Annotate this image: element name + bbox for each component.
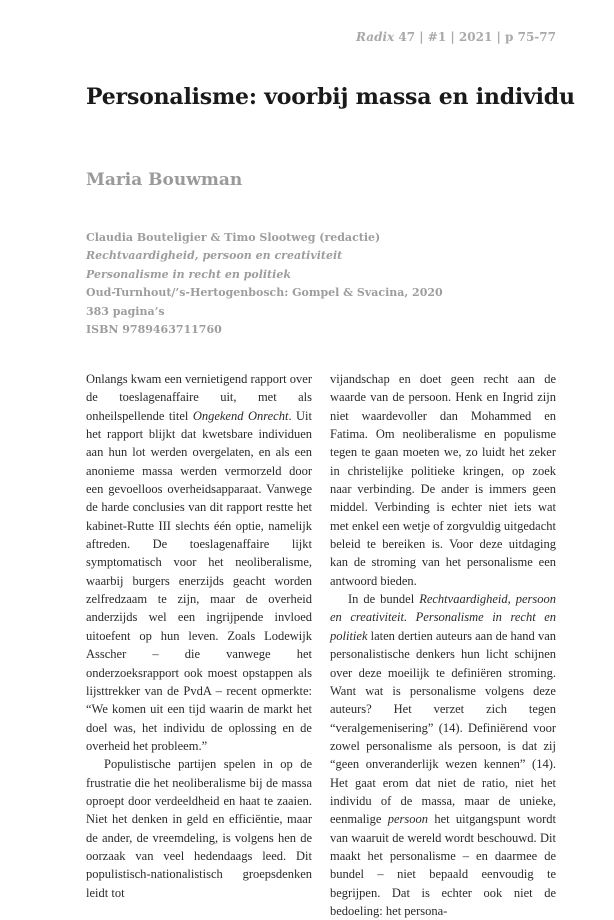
- issue-details: 47 | #1 | 2021 | p 75-77: [398, 30, 556, 44]
- text-run: laten dertien auteurs aan de hand van personalistische denkers hun licht schijnen over deze moeilijk te definiëren stroming. Want wat is personalisme volgens deze auteurs? Het verzet zich tegen “veralgemenisering” (14). Definiërend voor zowel personalisme als persoon, is dat zij “geen onveranderlijk wezen kennen” (14). Het gaat erom dat niet de ratio, niet het individu of de massa, maar de unieke, eenmalige: [330, 628, 556, 827]
- body-column-right: [330, 370, 556, 920]
- book-reference: [86, 229, 556, 339]
- paragraph: Populistische partijen spelen in op de frustratie die het neoliberalisme bij de massa oproept door verdeeldheid en haat te zaaien. Niet het denken in geld en efficiëntie, maar de ander, de vreemdeling, is volgens hen de oorzaak van veel hedendaags leed. Dit populistisch-nationalistisch groepsdenken leidt tot: [86, 757, 312, 900]
- journal-name: Radix: [356, 30, 395, 44]
- paragraph: vijandschap en doet geen recht aan de waarde van de persoon. Henk en Ingrid zijn niet waardevoller dan Mohammed en Fatima. Om neoliberalisme en populisme tegen te gaan moeten we, zo luidt het zeker in christelijke politieke kringen, op zoek naar verbinding. De ander is immers geen middel. Verbinding is echter niet iets wat met enkel een wetje of zorgvuldig uitgedacht beleid te bereiken is. Voor deze uitdaging kan de stroming van het personalisme een antwoord bieden.: [330, 372, 556, 588]
- paragraph: [330, 590, 556, 920]
- text-run: . Uit het rapport blijkt dat kwetsbare individuen aan hun lot werden overgelaten, en als een anonieme massa werden vermorzeld door een gevoelloos overheidsapparaat. Vanwege de harde conclusies van dit rapport restte het kabinet-Rutte III slechts één optie, namelijk aftreden. De toeslagenaffaire lijkt symptomatisch voor het neoliberalisme, waarbij burgers enerzijds geacht worden zelfredzaam te zijn, maar de overheid anderzijds wel een ingrijpende invloed uitoefent op hun leven. Zoals Lodewijk Asscher – die vanwege het onderzoeksrapport ook moest opstappen als lijsttrekker van de PvdA – recent opmerkte: “We komen uit een tijd waarin de markt het doel was, het individu de oplossing en de overheid het probleem.”: [86, 408, 313, 753]
- report-title: Ongekend Onrecht: [192, 408, 289, 423]
- book-subtitle: Personalisme in recht en politiek: [86, 267, 291, 281]
- book-editors: Claudia Bouteligier & Timo Slootweg (redactie): [86, 231, 381, 244]
- running-head: [356, 30, 556, 44]
- book-title: Rechtvaardigheid, persoon en creativiteit: [86, 249, 343, 263]
- text-run: Onlangs kwam een vernietigend rapport over de toeslagenaffaire uit, met als onheilspellende titel: [86, 372, 312, 423]
- emphasis: persoon: [387, 812, 428, 827]
- book-isbn: ISBN 9789463711760: [86, 323, 222, 337]
- text-run: In de bundel: [348, 592, 420, 607]
- author-name: Maria Bouwman: [86, 170, 243, 190]
- body-column-left: [86, 370, 312, 902]
- article-title: Personalisme: voorbij massa en individu: [86, 84, 575, 110]
- book-pages: 383 pagina’s: [86, 304, 165, 318]
- paragraph: [86, 370, 312, 755]
- book-title-inline: Rechtvaardigheid, persoon en creativiteit. Personalisme in recht en politiek: [330, 592, 556, 643]
- text-run: het uitgangspunt wordt van waaruit de wereld wordt beschouwd. Dit maakt het personalisme – en daarmee de bundel – niet bepaald eenvoudig te begrijpen. Dat is echter ook niet de bedoeling: het persona-: [330, 812, 556, 918]
- book-publisher: Oud-Turnhout/’s-Hertogenbosch: Gompel & Svacina, 2020: [86, 286, 443, 300]
